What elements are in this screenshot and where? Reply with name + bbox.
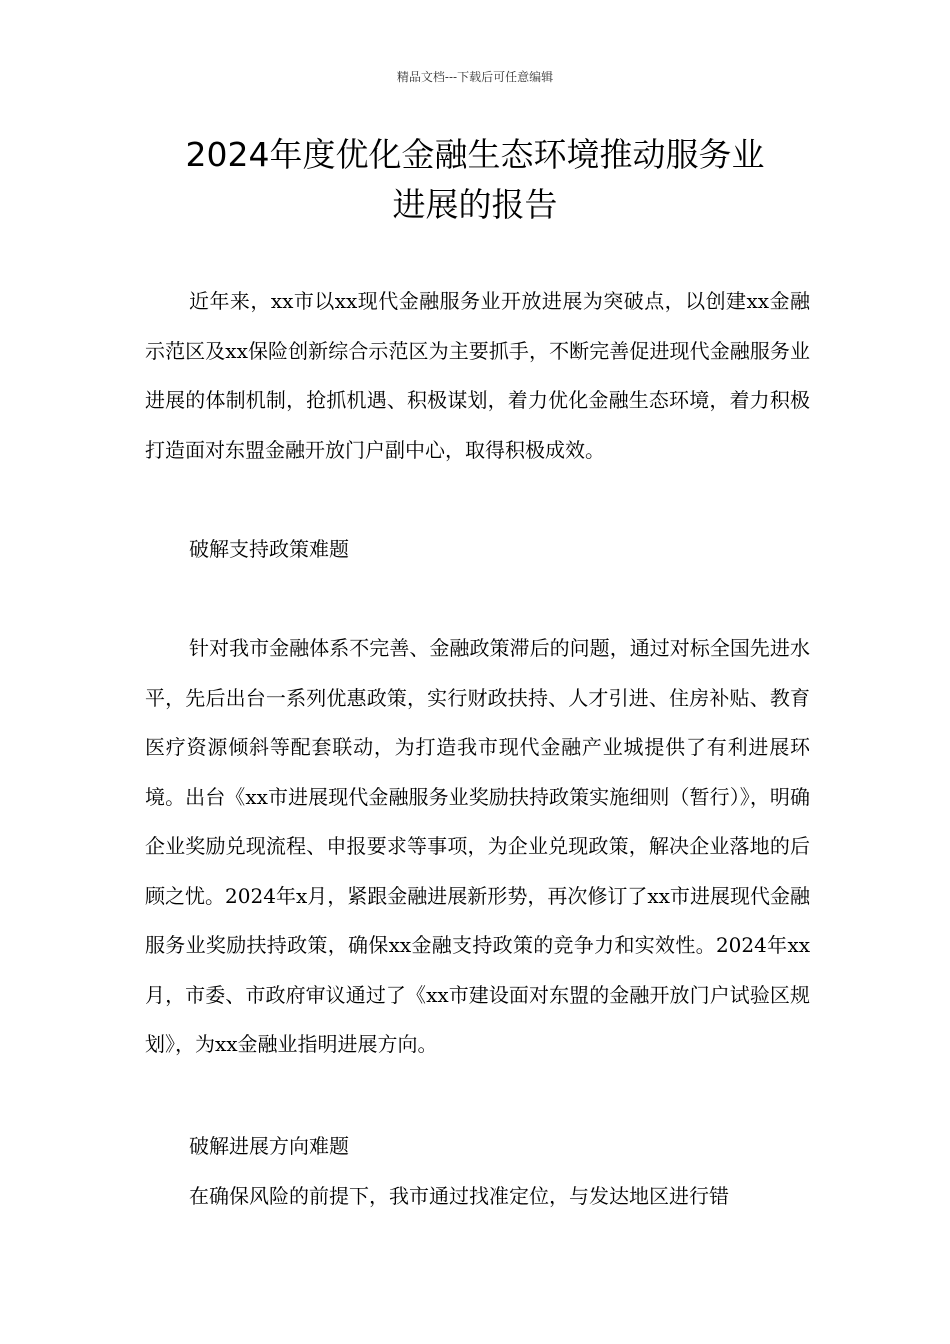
document-title [100, 130, 850, 230]
direction-paragraph: 在确保风险的前提下，我市通过找准定位，与发达地区进行错 [189, 1184, 729, 1208]
section-heading-policy: 破解支持政策难题 [189, 537, 349, 561]
title-line-2: 进展的报告 [392, 185, 558, 224]
policy-paragraph: 针对我市金融体系不完善、金融政策滞后的问题，通过对标全国先进水平，先后出台一系列优惠政策，实行财政扶持、人才引进、住房补贴、教育医疗资源倾斜等配套联动，为打造我市现代金融产业城提供了有利进展环境。出台《xx市进展现代金融服务业奖励扶持政策实施细则（暂行）》，明确企业奖励兑现流程、申报要求等事项，为企业兑现政策，解决企业落地的后顾之忧。2024年x月，紧跟金融进展新形势，再次修订了xx市进展现代金融服务业奖励扶持政策，确保xx金融支持政策的竞争力和实效性。2024年xx月，市委、市政府审议通过了《xx市建设面对东盟的金融开放门户试验区规划》，为xx金融业指明进展方向。 [145, 636, 810, 1056]
section-heading-direction: 破解进展方向难题 [189, 1134, 349, 1158]
intro-paragraph: 近年来，xx市以xx现代金融服务业开放进展为突破点，以创建xx金融示范区及xx保险创新综合示范区为主要抓手，不断完善促进现代金融服务业进展的体制机制，抢抓机遇、积极谋划，着力优化金融生态环境，着力积极打造面对东盟金融开放门户副中心，取得积极成效。 [145, 289, 810, 462]
title-line-1: 2024年度优化金融生态环境推动服务业 [185, 135, 765, 174]
header-note: 精品文档---下载后可任意编辑 [396, 70, 554, 84]
